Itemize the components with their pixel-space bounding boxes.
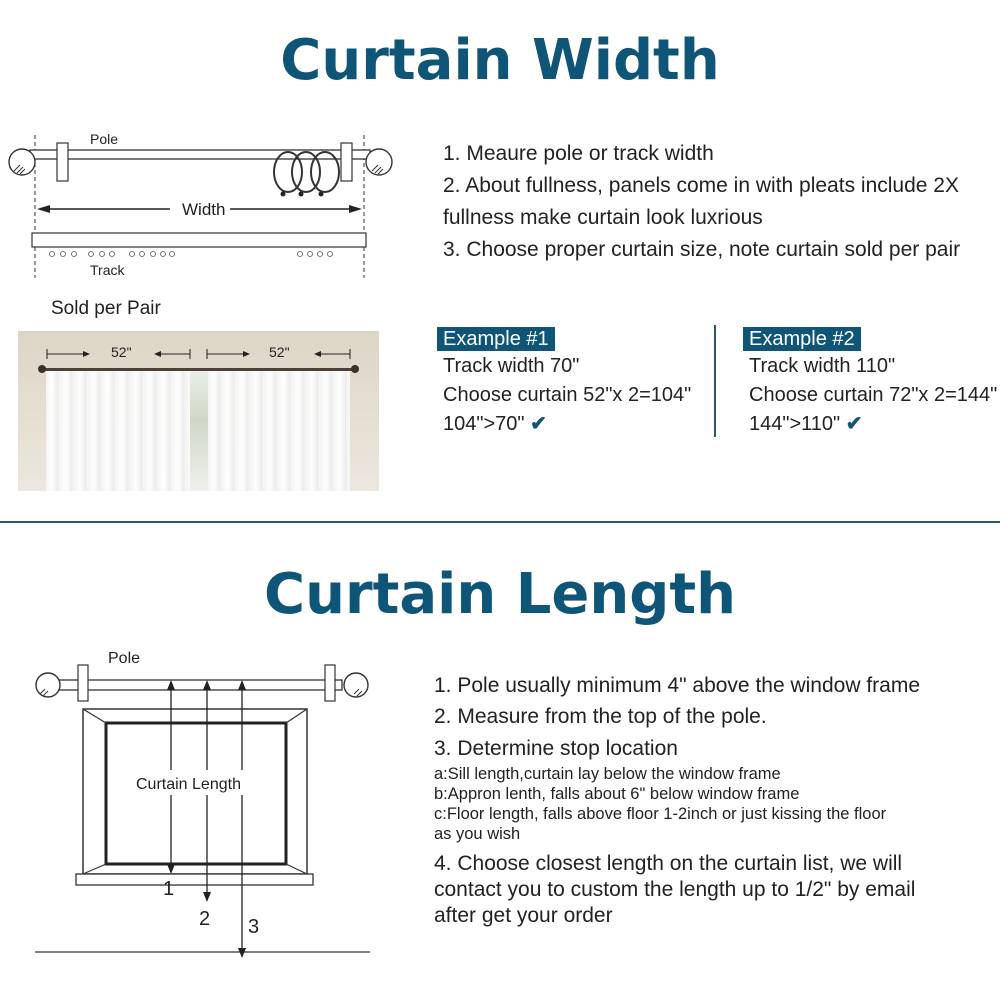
pole-label: Pole — [90, 131, 119, 147]
length-step-3c: c:Floor length, falls above floor 1-2inch or just kissing the floor — [434, 805, 887, 823]
curtain-pair-photo — [18, 331, 379, 491]
example-2-line-3 — [749, 410, 862, 439]
curtain-length-label: Curtain Length — [136, 776, 241, 793]
example-1 — [437, 327, 555, 351]
finial-right-icon — [366, 149, 392, 175]
example-1-line-3 — [443, 410, 547, 439]
stop-1-label: 1 — [163, 878, 175, 900]
example-2-tag: Example #2 — [743, 327, 861, 351]
finial-right-icon — [344, 673, 368, 697]
finial-left-icon — [9, 149, 35, 175]
curtain-length-diagram — [0, 640, 420, 970]
pole-track-width-diagram — [0, 110, 420, 290]
example-1-line-2: Choose curtain 52"x 2=104" — [443, 384, 692, 406]
width-step-2: 2. About fullness, panels come in with pleats include 2X — [443, 174, 959, 197]
left-panel-width: 52" — [111, 344, 132, 360]
example-2 — [743, 327, 861, 351]
checkmark-icon: ✔ — [845, 413, 863, 435]
curtain-width-title: Curtain Width — [280, 28, 720, 93]
pole-label: Pole — [108, 650, 141, 667]
length-step-1: 1. Pole usually minimum 4" above the window frame — [434, 674, 921, 697]
length-step-3c-cont: as you wish — [434, 825, 521, 843]
length-step-4-cont-1: contact you to custom the length up to 1/2" by email — [434, 878, 916, 901]
section-divider — [0, 521, 1000, 523]
width-step-1: 1. Meaure pole or track width — [443, 142, 714, 165]
examples-divider — [714, 325, 716, 437]
curtain-length-title: Curtain Length — [264, 562, 736, 627]
example-1-line-1: Track width 70" — [443, 355, 580, 377]
track-label: Track — [90, 262, 125, 278]
example-2-line-1: Track width 110" — [749, 355, 896, 377]
finial-left-icon — [36, 673, 60, 697]
width-step-2-cont: fullness make curtain look luxrious — [443, 206, 763, 229]
example-1-result: 104">70" — [443, 413, 525, 435]
checkmark-icon: ✔ — [530, 413, 547, 435]
length-step-3b: b:Appron lenth, falls about 6" below window frame — [434, 785, 800, 803]
curtain-rod — [40, 368, 357, 371]
example-2-result: 144">110" — [749, 413, 841, 435]
sold-per-pair-caption: Sold per Pair — [51, 298, 161, 319]
width-label: Width — [182, 200, 226, 219]
length-step-3a: a:Sill length,curtain lay below the window frame — [434, 765, 781, 783]
width-step-3: 3. Choose proper curtain size, note curtain sold per pair — [443, 238, 961, 261]
length-step-2: 2. Measure from the top of the pole. — [434, 705, 767, 728]
left-curtain-panel — [46, 371, 190, 491]
length-step-3: 3. Determine stop location — [434, 737, 678, 760]
length-step-4: 4. Choose closest length on the curtain list, we will — [434, 852, 903, 875]
example-2-line-2: Choose curtain 72"x 2=144" — [749, 384, 998, 406]
right-curtain-panel — [208, 371, 350, 491]
length-step-4-cont-2: after get your order — [434, 904, 613, 927]
right-panel-width: 52" — [269, 344, 290, 360]
stop-2-label: 2 — [199, 908, 211, 930]
example-1-tag: Example #1 — [437, 327, 555, 351]
stop-3-label: 3 — [248, 916, 260, 938]
